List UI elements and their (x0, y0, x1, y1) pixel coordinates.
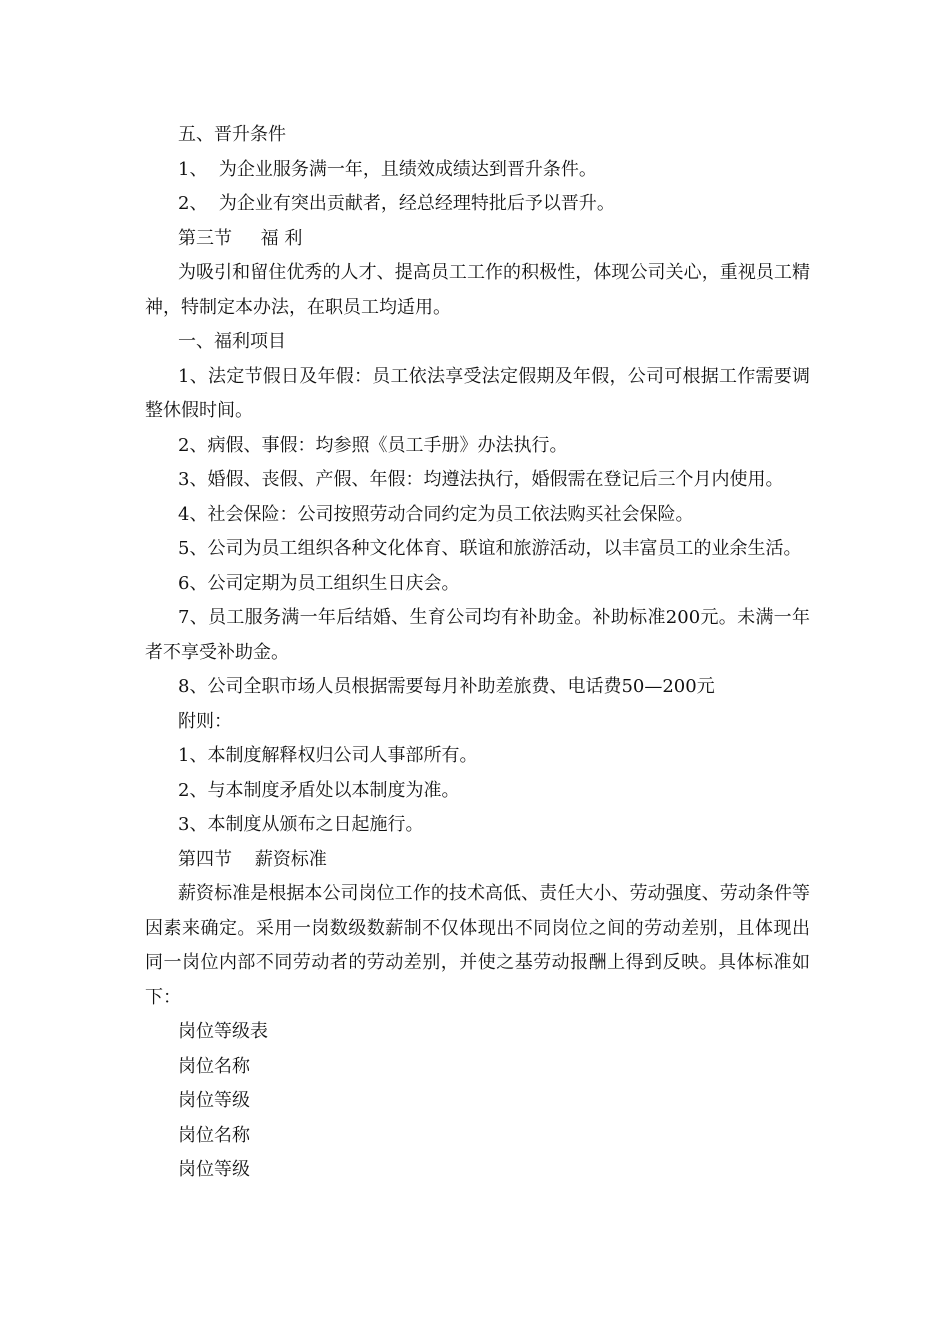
label-position-grade: 岗位等级 (178, 1159, 250, 1180)
provision-3: 3、本制度从颁布之日起施行。 (178, 814, 424, 835)
welfare-item-1: 1、法定节假日及年假：员工依法享受法定假期及年假，公司可根据工作需要调整休假时间。 (145, 365, 810, 421)
welfare-item-7: 7、员工服务满一年后结婚、生育公司均有补助金。补助标准200元。未满一年者不享受补助金。 (145, 607, 810, 663)
welfare-item-3: 3、婚假、丧假、产假、年假：均遵法执行，婚假需在登记后三个月内使用。 (178, 469, 784, 490)
welfare-intro-paragraph: 为吸引和留住优秀的人才、提高员工工作的积极性，体现公司关心，重视员工精神，特制定本办法，在职员工均适用。 (145, 262, 810, 318)
label-position-grade-table: 岗位等级表 (178, 1021, 268, 1042)
welfare-item-6: 6、公司定期为员工组织生日庆会。 (178, 572, 460, 594)
heading-supplementary-provisions: 附则： (178, 710, 232, 732)
document-body (145, 118, 810, 1188)
provision-1: 1、本制度解释权归公司人事部所有。 (178, 745, 478, 766)
promotion-condition-2: 2、 为企业有突出贡献者，经总经理特批后予以晋升。 (178, 193, 615, 214)
section-heading-welfare: 第三节 福 利 (178, 227, 303, 249)
label-position-name: 岗位名称 (178, 1124, 250, 1146)
heading-welfare-items: 一、福利项目 (178, 331, 286, 352)
label-position-name: 岗位名称 (178, 1055, 250, 1077)
salary-standard-paragraph: 薪资标准是根据本公司岗位工作的技术高低、责任大小、劳动强度、劳动条件等因素来确定。采用一岗数级数薪制不仅体现出不同岗位之间的劳动差别，且体现出同一岗位内部不同劳动者的劳动差别，并使之基劳动报酬上得到反映。具体标准如下： (145, 883, 810, 1008)
section-heading-salary-standard: 第四节 薪资标准 (178, 848, 327, 870)
welfare-item-2: 2、病假、事假：均参照《员工手册》办法执行。 (178, 434, 568, 456)
label-position-grade: 岗位等级 (178, 1090, 250, 1111)
welfare-item-5: 5、公司为员工组织各种文化体育、联谊和旅游活动，以丰富员工的业余生活。 (178, 538, 802, 559)
provision-2: 2、与本制度矛盾处以本制度为准。 (178, 779, 460, 801)
heading-promotion-conditions: 五、晋升条件 (178, 124, 286, 145)
welfare-item-8: 8、公司全职市场人员根据需要每月补助差旅费、电话费50—200元 (178, 676, 715, 697)
promotion-condition-1: 1、 为企业服务满一年，且绩效成绩达到晋升条件。 (178, 158, 597, 180)
welfare-item-4: 4、社会保险：公司按照劳动合同约定为员工依法购买社会保险。 (178, 503, 694, 525)
